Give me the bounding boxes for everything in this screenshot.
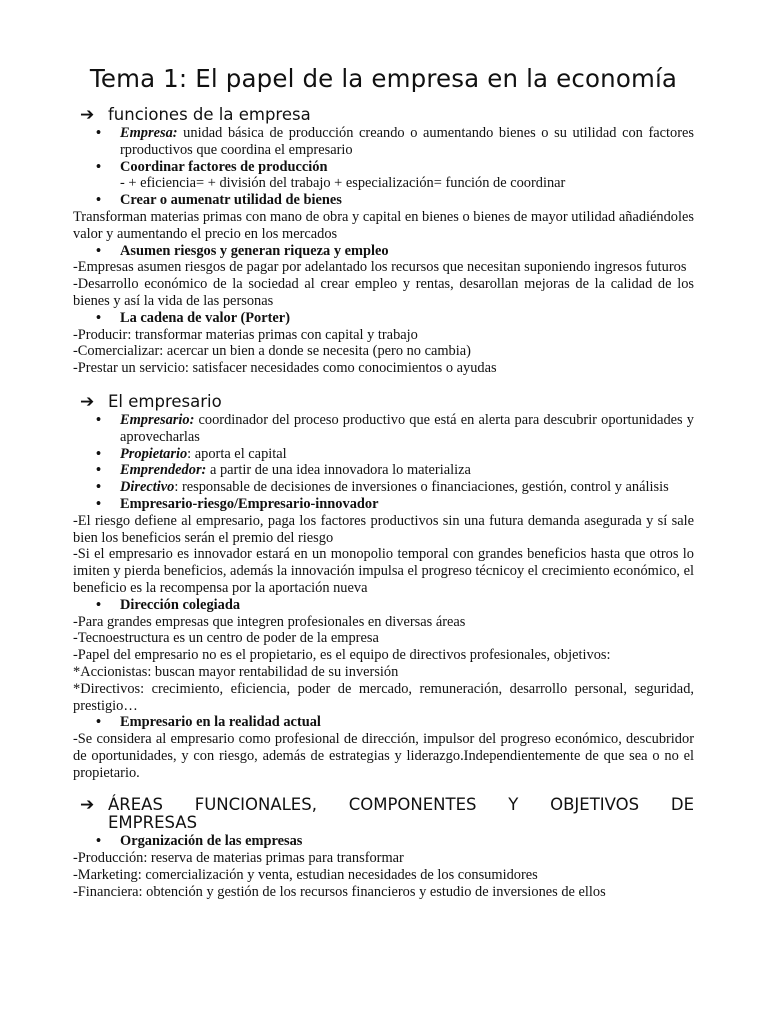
bullet-label: La cadena de valor (Porter)	[120, 309, 290, 326]
bullet-icon: •	[96, 445, 102, 462]
document-page	[73, 64, 694, 901]
bullet-item	[73, 833, 694, 850]
paragraph: -Si el empresario es innovador estará en un monopolio temporal con grandes beneficios hasta que otros lo imiten y pierda beneficios, además la innovación impulsa el progreso técnicoy el crecimiento económico, el beneficio es la recompensa por la aportación nueva	[73, 546, 694, 596]
bullet-item	[73, 496, 694, 513]
bullet-label: Emprendedor:	[120, 462, 207, 479]
bullet-item	[73, 597, 694, 614]
paragraph: -Producción: reserva de materias primas para transformar	[73, 850, 404, 867]
bullet-label: Empresario en la realidad actual	[120, 714, 321, 731]
bullet-icon: •	[96, 125, 102, 141]
bullet-item	[73, 479, 694, 496]
bullet-label: Asumen riesgos y generan riqueza y empleo	[120, 242, 389, 259]
bullet-item	[73, 243, 694, 260]
paragraph: -Tecnoestructura es un centro de poder de la empresa	[73, 630, 379, 647]
paragraph: -Marketing: comercialización y venta, estudian necesidades de los consumidores	[73, 867, 538, 884]
bullet-text: - + eficiencia= + división del trabajo + especialización= función de coordinar	[120, 175, 566, 192]
bullet-label: Empresario:	[120, 411, 195, 428]
paragraph: -Empresas asumen riesgos de pagar por adelantado los recursos que necesitan suponiendo ingresos futuros	[73, 259, 687, 276]
paragraph: -Desarrollo económico de la sociedad al crear empleo y rentas, desarollan mejoras de la calidad de los bienes y así la vida de las personas	[73, 276, 694, 309]
bullet-label: Dirección colegiada	[120, 596, 241, 613]
paragraph: *Accionistas: buscan mayor rentabilidad de su inversión	[73, 663, 399, 680]
bullet-icon: •	[96, 411, 102, 428]
bullet-label: Coordinar factores de producción	[120, 158, 328, 175]
paragraph: -Financiera: obtención y gestión de los recursos financieros y estudio de inversiones de ellos	[73, 883, 606, 900]
bullet-text: coordinador del proceso productivo que está en alerta para descubrir oportunidades y aprovecharlas	[120, 411, 694, 445]
bullet-item	[73, 412, 694, 446]
bullet-text: : responsable de decisiones de inversiones o financiaciones, gestión, control y análisis	[174, 479, 669, 496]
bullet-icon: •	[96, 495, 102, 512]
bullet-label: Empresa:	[120, 125, 178, 141]
paragraph: -El riesgo defiene al empresario, paga los factores productivos sin una futura demanda asegurada y sí sale bien los beneficios serán el premio del riesgo	[73, 512, 694, 546]
bullet-icon: •	[96, 242, 102, 259]
section-heading-empresario: ➔ El empresario	[80, 391, 222, 412]
bullet-icon: •	[96, 192, 102, 209]
bullet-item	[73, 159, 694, 193]
paragraph: -Papel del empresario no es el propietario, es el equipo de directivos profesionales, objetivos:	[73, 647, 611, 664]
arrow-icon: ➔	[80, 391, 95, 412]
arrow-icon: ➔	[80, 105, 95, 125]
bullet-item	[73, 462, 694, 479]
section-heading-funciones: ➔ funciones de la empresa	[80, 105, 311, 125]
bullet-icon: •	[96, 309, 102, 326]
bullet-item	[73, 714, 694, 731]
bullet-icon: •	[96, 479, 102, 496]
bullet-label: Propietario	[120, 445, 188, 462]
bullet-item	[73, 125, 694, 159]
bullet-icon: •	[96, 714, 102, 731]
paragraph: -Prestar un servicio: satisfacer necesidades como conocimientos o ayudas	[73, 360, 497, 377]
bullet-icon: •	[96, 158, 102, 175]
bullet-item	[73, 446, 694, 463]
paragraph: -Se considera al empresario como profesional de dirección, impulsor del progreso económico, descubridor de oportunidades, y con riesgo, además de estrategias y liderazgo.Independientemente de que sea o no el propietario.	[73, 731, 694, 781]
page-title: Tema 1: El papel de la empresa en la economía	[89, 64, 678, 93]
bullet-label: Crear o aumenatr utilidad de bienes	[120, 192, 342, 209]
bullet-label: Empresario-riesgo/Empresario-innovador	[120, 495, 379, 512]
bullet-item	[73, 310, 694, 327]
bullet-text: unidad básica de producción creando o aumentando bienes o su utilidad con factores rproductivos que coordina el empresario	[120, 125, 694, 158]
bullet-text: a partir de una idea innovadora lo materializa	[206, 462, 471, 479]
bullet-label: Directivo	[120, 479, 175, 496]
paragraph: -Comercializar: acercar un bien a donde se necesita (pero no cambia)	[73, 343, 471, 360]
paragraph: -Producir: transformar materias primas con capital y trabajo	[73, 326, 418, 343]
arrow-icon: ➔	[80, 795, 95, 816]
paragraph: *Directivos: crecimiento, eficiencia, poder de mercado, remuneración, desarrollo personal, seguridad, prestigio…	[73, 680, 694, 714]
paragraph: -Para grandes empresas que integren profesionales en diversas áreas	[73, 613, 466, 630]
paragraph: Transforman materias primas con mano de obra y capital en bienes o bienes de mayor utilidad añadiéndoles valor y aumentando el precio en los mercados	[73, 208, 694, 242]
bullet-icon: •	[96, 596, 102, 613]
bullet-item	[73, 192, 694, 209]
bullet-icon: •	[96, 462, 102, 479]
bullet-text: : aporta el capital	[187, 445, 287, 462]
bullet-icon: •	[96, 833, 102, 850]
section-heading-areas: ➔ ÁREAS FUNCIONALES, COMPONENTES Y OBJETIVOS DE EMPRESAS	[80, 795, 694, 833]
bullet-label: Organización de las empresas	[120, 833, 303, 850]
